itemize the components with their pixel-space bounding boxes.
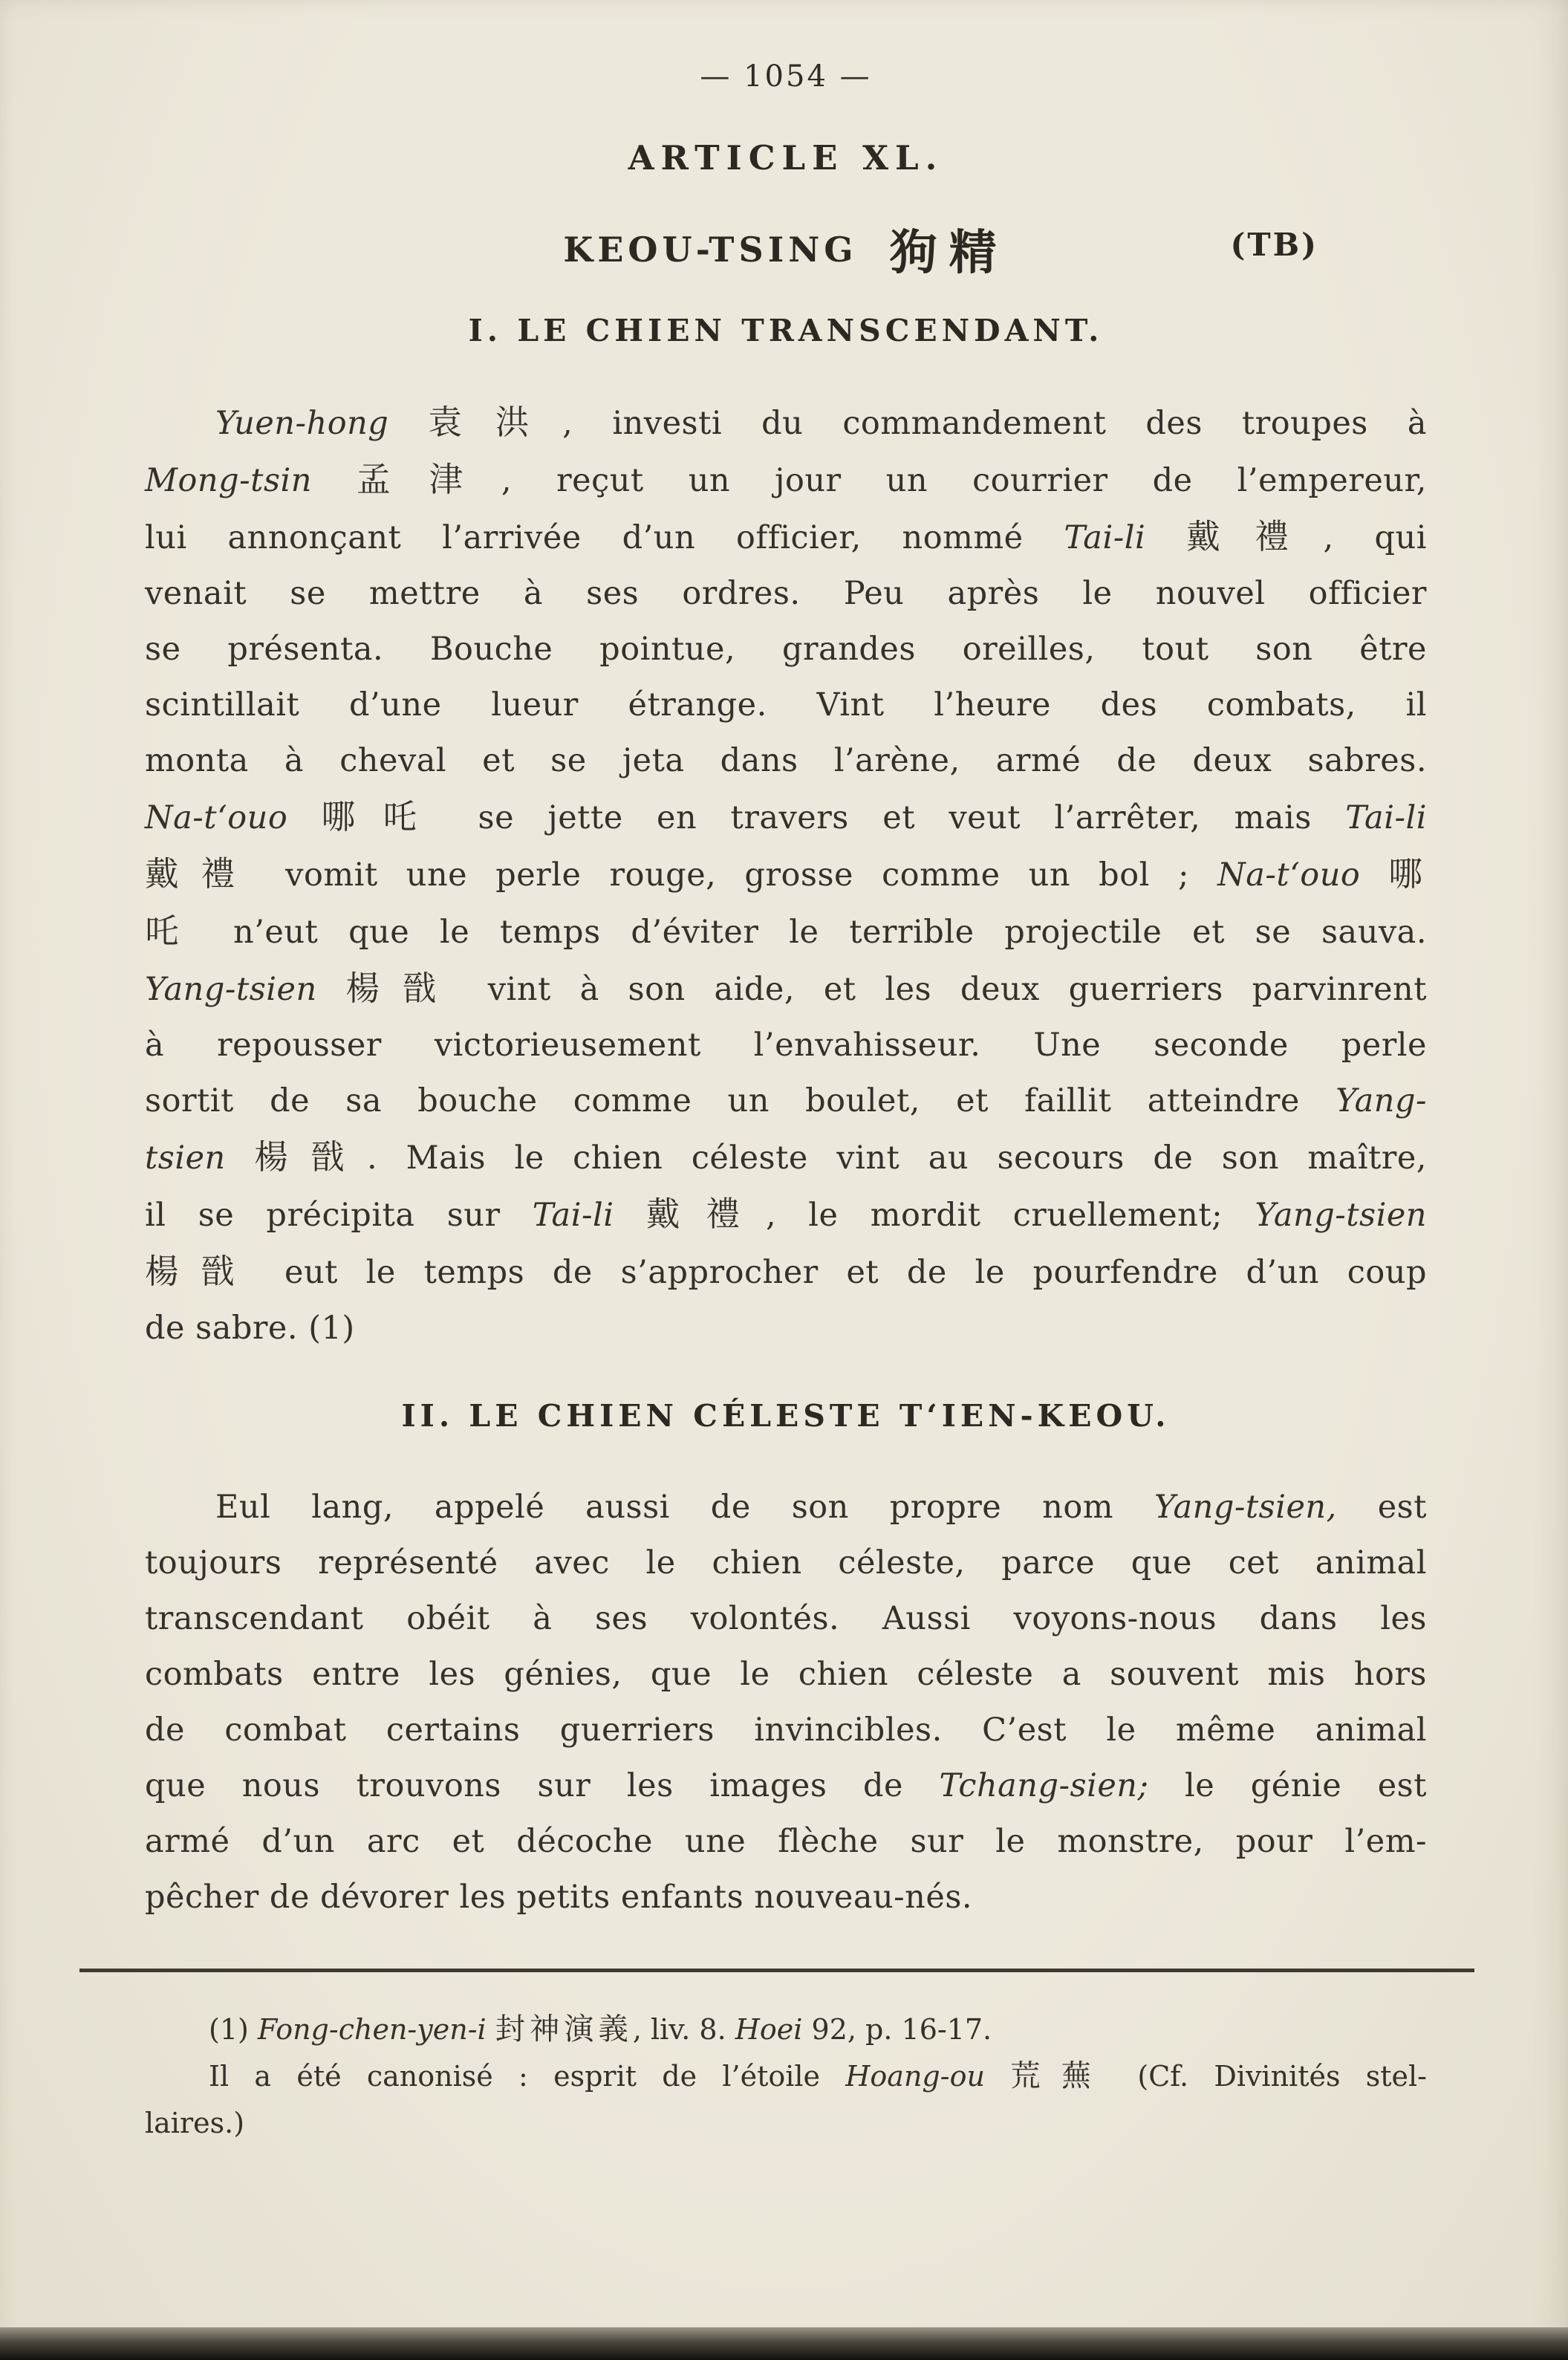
text-line: (1) Fong-chen-yen-i 封神演義, liv. 8. Hoei 92, p. 16-17. [209,2012,992,2047]
page-number: — 1054 — [700,59,872,94]
chapter-heading-tb-marker: (TB) [1230,227,1318,263]
text-line: 戴禮 vomit une perle rouge, grosse comme un bol ; Na-t‘ouo 哪 [145,854,1427,894]
section-2-title: II. LE CHIEN CÉLESTE T‘IEN-KEOU. [401,1398,1171,1434]
text-line: toujours représenté avec le chien céleste, parce que cet animal [145,1544,1427,1582]
text-line: Il a été canonisé : esprit de l’étoile Hoang-ou 荒蕪 (Cf. Divinités stel- [209,2059,1427,2093]
text-line: pêcher de dévorer les petits enfants nouveau-nés. [145,1879,973,1916]
text-line: Yang-tsien 楊戩 vint à son aide, et les deux guerriers parvinrent [145,969,1427,1008]
paragraph-2 [145,1480,1427,1925]
chapter-heading [145,215,1427,279]
text-line: monta à cheval et se jeta dans l’arène, armé de deux sabres. [145,742,1427,779]
text-line: 楊戩 eut le temps de s’approcher et de le pourfendre d’un coup [145,1252,1427,1291]
text-line: combats entre les génies, que le chien céleste a souvent mis hors [145,1656,1427,1693]
text-line: Mong-tsin 孟津, reçut un jour un courrier de l’empereur, [145,460,1427,499]
chapter-heading-title: KEOU-TSING [563,230,858,270]
text-line: transcendant obéit à ses volontés. Aussi voyons-nous dans les [145,1600,1427,1637]
chapter-heading-cjk-characters: 狗精 [889,225,1009,281]
text-line: de sabre. (1) [145,1310,355,1347]
text-line: venait se mettre à ses ordres. Peu après le nouvel officier [145,575,1427,612]
text-line: scintillait d’une lueur étrange. Vint l’heure des combats, il [145,686,1427,724]
text-line: sortit de sa bouche comme un boulet, et faillit atteindre Yang- [145,1082,1427,1119]
text-line: se présenta. Bouche pointue, grandes oreilles, tout son être [145,631,1427,668]
footnote-1 [145,2006,1427,2053]
text-line: Yuen-hong 袁洪, investi du commandement des troupes à [215,403,1427,442]
text-line: laires.) [145,2107,245,2139]
text-line: armé d’un arc et décoche une flèche sur le monstre, pour l’em- [145,1823,1427,1860]
page-bottom-scan-edge [0,2327,1568,2360]
text-line: il se précipita sur Tai-li 戴禮, le mordit cruellement; Yang-tsien [145,1194,1427,1234]
text-line: de combat certains guerriers invincibles. C’est le même animal [145,1712,1427,1749]
section-1-title: I. LE CHIEN TRANSCENDANT. [468,313,1104,348]
footnote-2 [145,2053,1427,2147]
footnote-divider [79,1969,1474,1972]
article-title: ARTICLE XL. [628,138,944,178]
text-line: Na-t‘ouo 哪吒 se jette en travers et veut l’arrêter, mais Tai-li [145,797,1427,836]
text-line: 吒 n’eut que le temps d’éviter le terrible projectile et se sauva. [145,911,1427,951]
text-line: Eul lang, appelé aussi de son propre nom Yang-tsien, est [215,1489,1427,1526]
text-line: à repousser victorieusement l’envahisseur. Une seconde perle [145,1027,1427,1064]
paragraph-1 [145,394,1427,1356]
text-line: que nous trouvons sur les images de Tchang-sien; le génie est [145,1767,1427,1804]
text-line: lui annonçant l’arrivée d’un officier, nommé Tai-li 戴禮, qui [145,517,1427,556]
text-line: tsien 楊戩. Mais le chien céleste vint au secours de son maître, [145,1137,1427,1177]
